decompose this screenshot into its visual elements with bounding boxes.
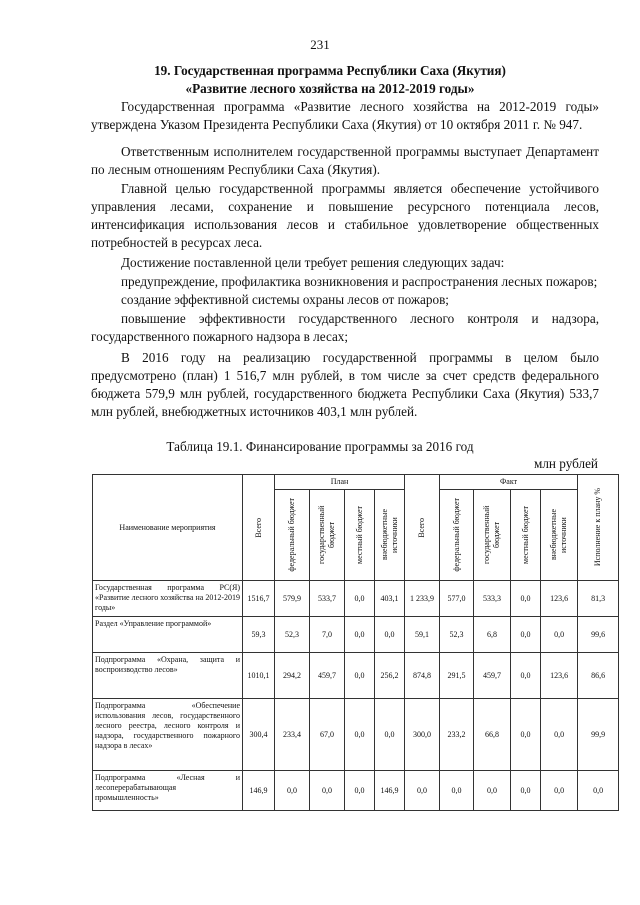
row-value: 0,0: [541, 771, 578, 811]
row-value: 0,0: [345, 581, 375, 617]
row-value: 459,7: [310, 653, 345, 699]
row-value: 459,7: [474, 653, 511, 699]
row-value: 533,7: [310, 581, 345, 617]
row-value: 81,3: [578, 581, 619, 617]
row-name: Подпрограмма «Охрана, защита и воспроизводство лесов»: [93, 653, 243, 699]
table-body: [93, 581, 619, 811]
row-value: 300,0: [405, 699, 440, 771]
row-value: 233,2: [440, 699, 474, 771]
row-value: 66,8: [474, 699, 511, 771]
row-value: 86,6: [578, 653, 619, 699]
row-value: 52,3: [440, 617, 474, 653]
row-value: 146,9: [375, 771, 405, 811]
row-value: 0,0: [345, 699, 375, 771]
header-name: Наименование мероприятия: [93, 475, 243, 581]
table-header-row-1: [93, 475, 619, 490]
section-heading-line-1: 19. Государственная программа Республики Саха (Якутия): [154, 63, 506, 78]
table-caption: Таблица 19.1. Финансирование программы за 2016 год: [166, 439, 474, 454]
table-row: [93, 699, 619, 771]
row-value: 7,0: [310, 617, 345, 653]
task-item-fire-prevention: предупреждение, профилактика возникновения и распространения лесных пожаров;: [121, 274, 598, 289]
paragraph-responsible-executor: Ответственным исполнителем государственной программы выступает Департамент по лесным отношениям Республики Саха (Якутия).: [91, 144, 599, 177]
row-value: 294,2: [275, 653, 310, 699]
paragraph-main-goal: Главной целью государственной программы является обеспечение устойчивого управления лесами, сохранение и повышение ресурсного потенциала лесов, интенсификация использования лесов и стабильное удовлетворение общественных потребностей в ресурсах леса.: [91, 181, 599, 250]
row-name: Государственная программа РС(Я) «Развитие лесного хозяйства на 2012-2019 годы»: [93, 581, 243, 617]
row-value: 0,0: [375, 699, 405, 771]
row-value: 0,0: [440, 771, 474, 811]
header-fact-state: государственный бюджет: [474, 490, 511, 581]
row-value: 146,9: [243, 771, 275, 811]
task-item-protection-system: создание эффективной системы охраны лесов от пожаров;: [121, 292, 449, 307]
row-value: 579,9: [275, 581, 310, 617]
table-units: млн рублей: [534, 456, 598, 471]
header-fact-extra: внебюджетные источники: [541, 490, 578, 581]
header-plan: План: [275, 475, 405, 490]
row-value: 123,6: [541, 581, 578, 617]
header-fact-total: Всего: [405, 475, 440, 581]
row-value: 0,0: [511, 699, 541, 771]
row-value: 0,0: [345, 771, 375, 811]
row-value: 0,0: [405, 771, 440, 811]
row-value: 233,4: [275, 699, 310, 771]
table-row: [93, 653, 619, 699]
header-fact: Факт: [440, 475, 578, 490]
row-value: 0,0: [345, 617, 375, 653]
table-row: [93, 617, 619, 653]
row-value: 874,8: [405, 653, 440, 699]
row-value: 0,0: [345, 653, 375, 699]
task-item-control-efficiency: повышение эффективности государственного лесного контроля и надзора, государственного пожарного надзора в лесах;: [91, 311, 599, 344]
row-value: 0,0: [578, 771, 619, 811]
row-value: 0,0: [541, 699, 578, 771]
row-value: 300,4: [243, 699, 275, 771]
row-value: 0,0: [511, 581, 541, 617]
section-heading-line-2: «Развитие лесного хозяйства на 2012-2019 годы»: [185, 81, 475, 96]
row-value: 52,3: [275, 617, 310, 653]
row-value: 123,6: [541, 653, 578, 699]
header-fact-local: местный бюджет: [511, 490, 541, 581]
table-row: [93, 771, 619, 811]
page-number: 231: [310, 37, 330, 52]
header-plan-extra: внебюджетные источники: [375, 490, 405, 581]
row-value: 59,1: [405, 617, 440, 653]
row-value: 6,8: [474, 617, 511, 653]
row-value: 67,0: [310, 699, 345, 771]
row-name: Подпрограмма «Лесная и лесоперерабатывающая промышленность»: [93, 771, 243, 811]
row-value: 99,6: [578, 617, 619, 653]
header-plan-local: местный бюджет: [345, 490, 375, 581]
row-value: 0,0: [511, 617, 541, 653]
row-value: 577,0: [440, 581, 474, 617]
row-value: 1010,1: [243, 653, 275, 699]
paragraph-2016-funding: В 2016 году на реализацию государственной программы в целом было предусмотрено (план) 1 516,7 млн рублей, в том числе за счет средств федерального бюджета 579,9 млн рублей, государственного бюджета Республики Саха (Якутия) 533,7 млн рублей, внебюджетных источников 403,1 млн рублей.: [91, 350, 599, 419]
row-value: 59,3: [243, 617, 275, 653]
row-value: 0,0: [511, 653, 541, 699]
row-value: 256,2: [375, 653, 405, 699]
row-value: 403,1: [375, 581, 405, 617]
financing-table: [92, 474, 619, 811]
row-value: 0,0: [541, 617, 578, 653]
row-value: 533,3: [474, 581, 511, 617]
header-plan-total: Всего: [243, 475, 275, 581]
row-value: 0,0: [275, 771, 310, 811]
row-name: Раздел «Управление программой»: [93, 617, 243, 653]
paragraph-program-approval: Государственная программа «Развитие лесного хозяйства на 2012-2019 годы» утверждена Указом Президента Республики Саха (Якутия) от 10 октября 2011 г. № 947.: [91, 99, 599, 132]
row-value: 0,0: [375, 617, 405, 653]
paragraph-tasks-intro: Достижение поставленной цели требует решения следующих задач:: [121, 255, 505, 270]
row-value: 0,0: [310, 771, 345, 811]
row-value: 0,0: [474, 771, 511, 811]
row-value: 291,5: [440, 653, 474, 699]
header-plan-federal: федеральный бюджет: [275, 490, 310, 581]
row-value: 99,9: [578, 699, 619, 771]
header-fact-federal: федеральный бюджет: [440, 490, 474, 581]
header-execution: Исполнение к плану %: [578, 475, 619, 581]
row-value: 0,0: [511, 771, 541, 811]
header-plan-state: государственный бюджет: [310, 490, 345, 581]
row-value: 1516,7: [243, 581, 275, 617]
table-row: [93, 581, 619, 617]
row-name: Подпрограмма «Обеспечение использования лесов, государственного лесного реестра, лесного контроля и надзора, государственного пожарного надзора в лесах»: [93, 699, 243, 771]
row-value: 1 233,9: [405, 581, 440, 617]
